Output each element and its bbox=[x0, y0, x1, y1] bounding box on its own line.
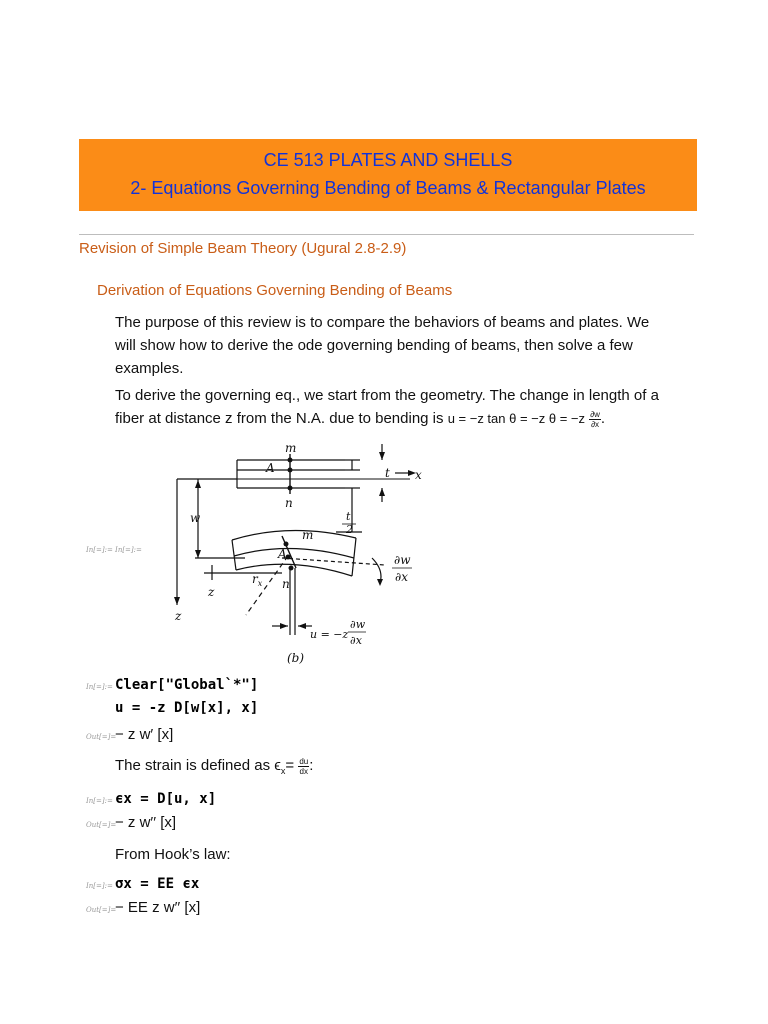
paragraph-2 bbox=[115, 384, 659, 430]
frac-num: ∂w bbox=[590, 409, 600, 419]
fig-label-dwdx-den: ∂x bbox=[395, 570, 408, 584]
fig-label-u-eq: u = −z bbox=[310, 628, 349, 641]
fig-label-t-half-den: 2 bbox=[346, 523, 353, 536]
para2-line1: To derive the governing eq., we start from the geometry. The change in length of a bbox=[115, 387, 659, 404]
para2-end: . bbox=[600, 410, 606, 427]
fig-label-A-top: A bbox=[266, 461, 275, 475]
dw-dx-fraction bbox=[589, 410, 601, 429]
fig-label-u-den: ∂x bbox=[350, 634, 362, 647]
frac-den: ∂x bbox=[591, 419, 600, 429]
fig-label-x: x bbox=[415, 468, 422, 482]
fig-label-m-top: m bbox=[285, 441, 297, 455]
fig-label-dwdx-num: ∂w bbox=[394, 553, 411, 567]
strain-eq: = bbox=[285, 757, 295, 774]
code-cell-2[interactable]: ϵx = D[u, x] bbox=[115, 791, 217, 807]
output-cell-3: − EE z w′′ [x] bbox=[115, 899, 201, 916]
dx-den: dx bbox=[299, 766, 308, 776]
para2-prefix: fiber at distance z from the N.A. due to bending is bbox=[115, 410, 448, 427]
code-cell-3[interactable]: σx = EE ϵx bbox=[115, 876, 200, 892]
para1-line1: The purpose of this review is to compare the behaviors of beams and plates. We bbox=[115, 314, 650, 331]
strain-definition bbox=[115, 754, 313, 783]
strain-end: : bbox=[309, 757, 314, 774]
fig-label-n-top: n bbox=[285, 496, 293, 510]
output-label-1: Out[=]= bbox=[86, 733, 117, 741]
fig-label-A-bot: A bbox=[278, 547, 287, 561]
hooks-law-text: From Hook’s law: bbox=[115, 846, 231, 863]
strain-prefix: The strain is defined as ϵ bbox=[115, 757, 281, 774]
course-title: CE 513 PLATES AND SHELLS bbox=[263, 150, 513, 170]
chapter-title: 2- Equations Governing Bending of Beams & Rectangular Plates bbox=[130, 178, 646, 198]
strain-sub: x bbox=[280, 766, 286, 776]
para2-line2 bbox=[115, 407, 659, 430]
divider bbox=[79, 234, 694, 235]
input-label-2: In[=]:= bbox=[86, 797, 113, 805]
code-cell-1-line1[interactable]: Clear["Global`*"] bbox=[115, 677, 259, 693]
displacement-formula: u = −z tan θ = −z θ = −z bbox=[447, 411, 586, 426]
fig-label-t: t bbox=[385, 466, 390, 480]
fig-label-t-half-num: t bbox=[346, 510, 351, 523]
fig-caption: (b) bbox=[287, 651, 305, 665]
output-label-3: Out[=]= bbox=[86, 906, 117, 914]
du-num: du bbox=[299, 756, 309, 766]
fig-label-rx: $r_x$ bbox=[252, 572, 263, 588]
fig-label-n-bot: n bbox=[282, 577, 290, 591]
beam-bending-figure bbox=[160, 440, 440, 670]
fig-label-m-bot: m bbox=[302, 528, 314, 542]
input-label-1: In[=]:= bbox=[86, 683, 113, 691]
fig-label-u-num: ∂w bbox=[350, 618, 366, 631]
fig-label-w: w bbox=[190, 511, 201, 525]
input-label-double: In[=]:= In[=]:= bbox=[86, 546, 142, 554]
para1-line3: examples. bbox=[115, 360, 184, 377]
paragraph-1 bbox=[115, 311, 649, 380]
code-cell-1-line2[interactable]: u = -z D[w[x], x] bbox=[115, 700, 259, 716]
subsection-heading: Derivation of Equations Governing Bending of Beams bbox=[97, 282, 453, 299]
title-banner bbox=[79, 139, 697, 211]
output-cell-2: − z w′′ [x] bbox=[115, 814, 177, 831]
fig-label-z-axis: z bbox=[175, 609, 182, 623]
para1-line2: will show how to derive the ode governing bending of beams, then solve a few bbox=[115, 337, 633, 354]
output-cell-1: − z w′ [x] bbox=[115, 726, 174, 743]
output-label-2: Out[=]= bbox=[86, 821, 117, 829]
section-heading: Revision of Simple Beam Theory (Ugural 2.8-2.9) bbox=[79, 240, 407, 257]
du-dx-fraction bbox=[298, 757, 309, 776]
fig-label-z-small: z bbox=[208, 585, 215, 599]
input-label-3: In[=]:= bbox=[86, 882, 113, 890]
